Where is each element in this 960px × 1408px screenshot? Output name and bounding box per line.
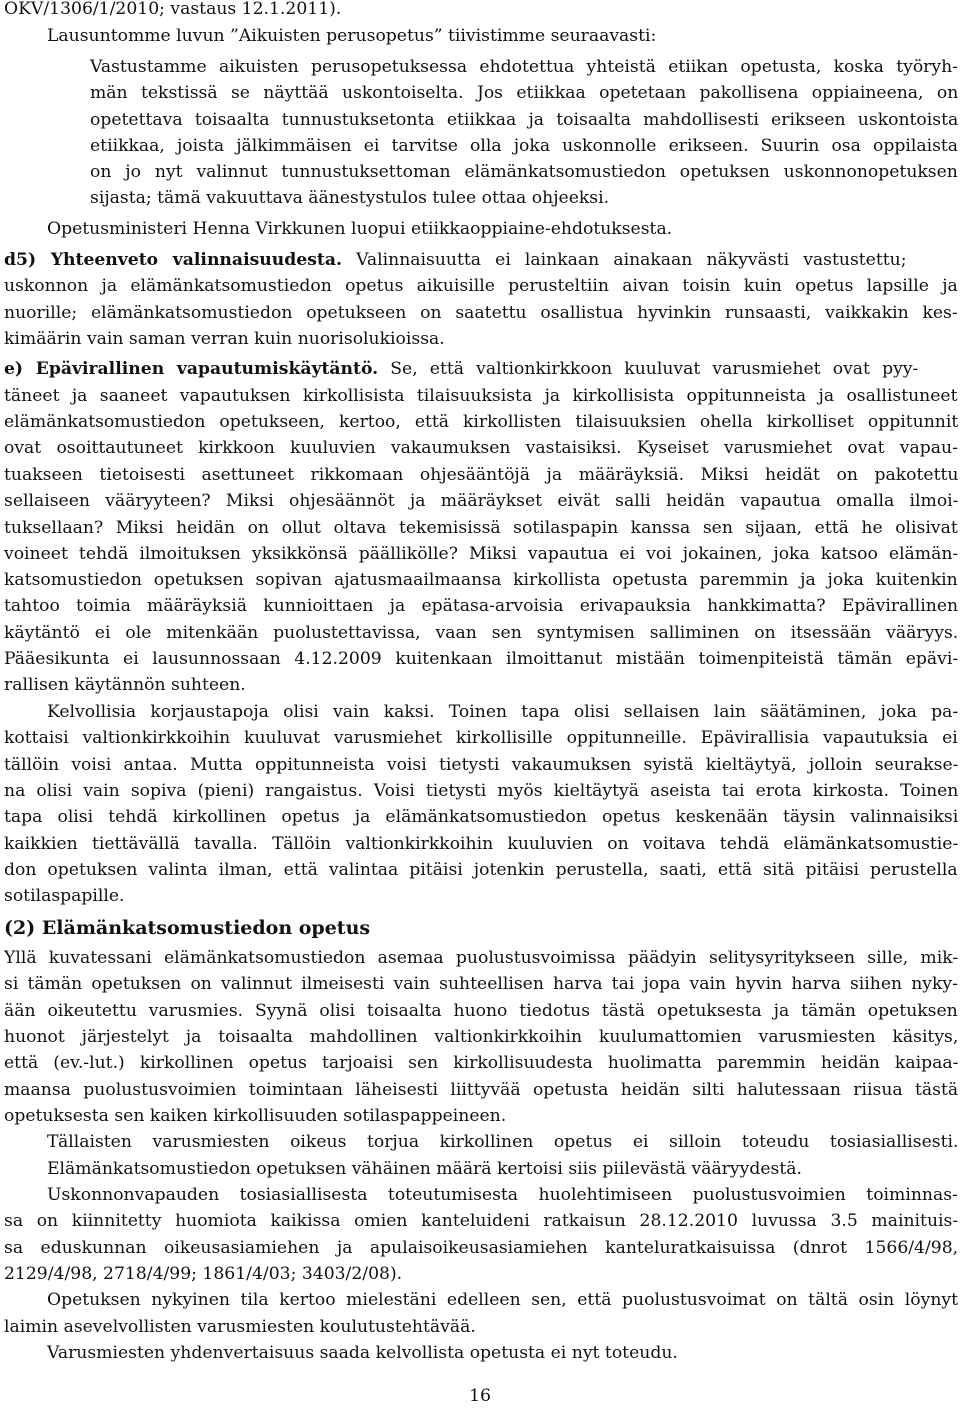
text-line: OKV/1306/1/2010; vastaus 12.1.2011). xyxy=(4,0,342,19)
text-line: rallisen käytännön suhteen. xyxy=(4,675,246,695)
text-line: 2129/4/98, 2718/4/99; 1861/4/03; 3403/2/08). xyxy=(4,1264,403,1284)
text-line: Lausuntomme luvun ”Aikuisten perusopetus” tiivistimme seuraavasti: xyxy=(47,26,657,46)
text-line: tuakseen tietoisesti asettuneet rikkomaan ohjesääntöjä ja määräyksiä. Miksi heidät on pakotettu xyxy=(4,465,959,485)
quote-line: on jo nyt valinnut tunnustuksettoman elämänkatsomustiedon opetuksen uskonnonopetuksen xyxy=(90,162,958,182)
text-line: Varusmiesten yhdenvertaisuus saada kelvollista opetusta ei nyt toteudu. xyxy=(47,1343,678,1363)
section-text: Se, että valtionkirkkoon kuuluvat varusmiehet ovat pyy- xyxy=(378,359,919,379)
section-line xyxy=(4,249,907,272)
subsection-heading: (2) Elämänkatsomustiedon opetus xyxy=(4,917,371,939)
text-line: tahtoo toimia määräyksiä kunnioittaen ja epätasa-arvoisia erivapauksia hankkimatta? Epävirallinen xyxy=(4,596,959,616)
section-line xyxy=(4,358,918,381)
text-line: sa eduskunnan oikeusasiamiehen ja apulaisoikeusasiamiehen kanteluratkaisuissa (dnrot 1566/4/98, xyxy=(4,1238,959,1258)
text-line: elämänkatsomustiedon opetukseen, kertoo, että kirkollisten tilaisuuksien ohella kirkolliset oppitunnit xyxy=(4,412,959,432)
text-line: na olisi vain sopiva (pieni) rangaistus. Voisi tietysti myös kieltäytyä aseista tai erota kirkosta. Toinen xyxy=(4,781,959,801)
section-heading-d5: d5) Yhteenveto valinnaisuudesta. xyxy=(4,250,342,270)
text-line: Opetusministeri Henna Virkkunen luopui etiikkaoppiaine-ehdotuksesta. xyxy=(47,219,673,239)
text-line: käytäntö ei ole mitenkään puolustettavissa, vaan sen syntymisen salliminen on itsessään vääryys. xyxy=(4,623,959,643)
text-line: nuorille; elämänkatsomustiedon opetukseen on saatettu osallistua hyvinkin runsaasti, vaikkakin kes- xyxy=(4,303,958,323)
text-line: sellaiseen vääryyteen? Miksi ohjesäännöt ja määräykset eivät salli heidän vapautua omalla ilmoi- xyxy=(4,491,959,511)
text-line: kottaisi valtionkirkkoihin kuuluvat varusmiehet kirkollisille oppitunneille. Epävirallisia vapautuksia ei xyxy=(4,728,958,748)
text-line: Yllä kuvatessani elämänkatsomustiedon asemaa puolustusvoimissa päädyin selitysyritykseen sille, mik- xyxy=(4,948,959,968)
text-line: tällöin voisi antaa. Mutta oppitunneista voisi tietysti vakaumuksen syistä kieltäytyä, jolloin seurakse- xyxy=(4,755,959,775)
text-line: huonot järjestelyt ja toisaalta mahdollinen valtionkirkkoihin kuulumattomien varusmiesten käsitys, xyxy=(4,1027,959,1047)
section-text: Valinnaisuutta ei lainkaan ainakaan näkyvästi vastustettu; xyxy=(341,250,907,270)
text-line: että (ev.-lut.) kirkollinen opetus tarjoaisi sen kirkollisuudesta huolimatta paremmin heidän kaipaa- xyxy=(4,1053,959,1073)
text-line: Tällaisten varusmiesten oikeus torjua kirkollinen opetus ei silloin toteudu tosiasiallisesti. xyxy=(47,1132,959,1152)
quote-line: män tekstissä se näyttää uskontoiselta. Jos etiikkaa opetetaan pakollisena oppiaineena, on xyxy=(90,83,959,103)
quote-line: sijasta; tämä vakuuttava äänestystulos tulee ottaa ohjeeksi. xyxy=(90,188,610,208)
quote-line: etiikkaa, joista jälkimmäisen ei tarvitse olla joka uskonnolle erikseen. Suurin osa oppilaista xyxy=(90,136,959,156)
text-line: sotilaspapille. xyxy=(4,886,125,906)
text-line: täneet ja saaneet vapautuksen kirkollisista tilaisuuksista ja kirkollisista oppitunneista ja osallistuneet xyxy=(4,386,958,406)
text-line: kimäärin vain saman verran kuin nuorisolukioissa. xyxy=(4,329,445,349)
text-line: ään oikeutettu varusmies. Syynä olisi toisaalta huono tiedotus tästä opetuksesta ja tämän opetuksen xyxy=(4,1001,958,1021)
text-line: kaikkien tiettävällä tavalla. Tällöin valtionkirkkoihin kuuluvien on voitava tehdä elämänkatsomustie- xyxy=(4,834,959,854)
text-line: Opetuksen nykyinen tila kertoo mielestäni edelleen sen, että puolustusvoimat on tältä osin löynyt xyxy=(47,1290,959,1310)
text-line: katsomustiedon opetuksen sopivan ajatusmaailmaansa kirkollista opetusta paremmin ja joka kuitenkin xyxy=(4,570,958,590)
text-line: Kelvollisia korjaustapoja olisi vain kaksi. Toinen tapa olisi sellaisen lain säätäminen, joka pa- xyxy=(47,702,959,722)
text-line: voineet tehdä ilmoituksen yksikkönsä päällikölle? Miksi vapautua ei voi jokainen, joka katsoo elämän- xyxy=(4,544,959,564)
text-line: opetuksesta sen kaiken kirkollisuuden sotilaspappeineen. xyxy=(4,1106,507,1126)
text-line: si tämän opetuksen on valinnut ilmeisesti vain suhteellisen harva tai jopa vain hyvin harva siihen nyky- xyxy=(4,974,958,994)
quote-line: opetettava toisaalta tunnustuksetonta etiikkaa ja toisaalta mahdollisesti erikseen uskontoista xyxy=(90,110,959,130)
text-line: Pääesikunta ei lausunnossaan 4.12.2009 kuitenkaan ilmoittanut mistään toimenpiteistä tämän epävi- xyxy=(4,649,959,669)
section-heading-e: e) Epävirallinen vapautumiskäytäntö. xyxy=(4,359,379,379)
page-number: 16 xyxy=(469,1386,491,1406)
text-line: uskonnon ja elämänkatsomustiedon opetus aikuisille perusteltiin aivan toisin kuin opetus lapsille ja xyxy=(4,276,958,296)
text-line: maansa puolustusvoimien toimintaan läheisesti liittyvää opetusta heidän silti halutessaan riisua tästä xyxy=(4,1080,959,1100)
text-line: Elämänkatsomustiedon opetuksen vähäinen määrä kertoisi siis piilevästä vääryydestä. xyxy=(47,1159,802,1179)
text-line: don opetuksen valinta ilman, että valintaa pitäisi jotenkin perustella, saati, että sitä pitäisi perustella xyxy=(4,860,958,880)
text-line: tapa olisi tehdä kirkollinen opetus ja elämänkatsomustiedon opetus keskenään täysin valinnaisiksi xyxy=(4,807,959,827)
text-line: ovat osoittautuneet kirkkoon kuuluvien vakaumuksen vastaisiksi. Kyseiset varusmiehet ovat vapau- xyxy=(4,438,958,458)
text-line: laimin asevelvollisten varusmiesten koulutustehtävää. xyxy=(4,1317,476,1337)
text-line: tuksellaan? Miksi heidän on ollut oltava tekemisissä sotilaspapin kanssa sen sijaan, että he olisivat xyxy=(4,518,958,538)
text-line: sa on kiinnitetty huomiota kaikissa omien kanteluideni ratkaisun 28.12.2010 luvussa 3.5 mainituis- xyxy=(4,1211,959,1231)
quote-line: Vastustamme aikuisten perusopetuksessa ehdotettua yhteistä etiikan opetusta, koska työryh- xyxy=(90,57,958,77)
text-line: Uskonnonvapauden tosiasiallisesta toteutumisesta huolehtimiseen puolustusvoimien toiminnas- xyxy=(47,1185,958,1205)
